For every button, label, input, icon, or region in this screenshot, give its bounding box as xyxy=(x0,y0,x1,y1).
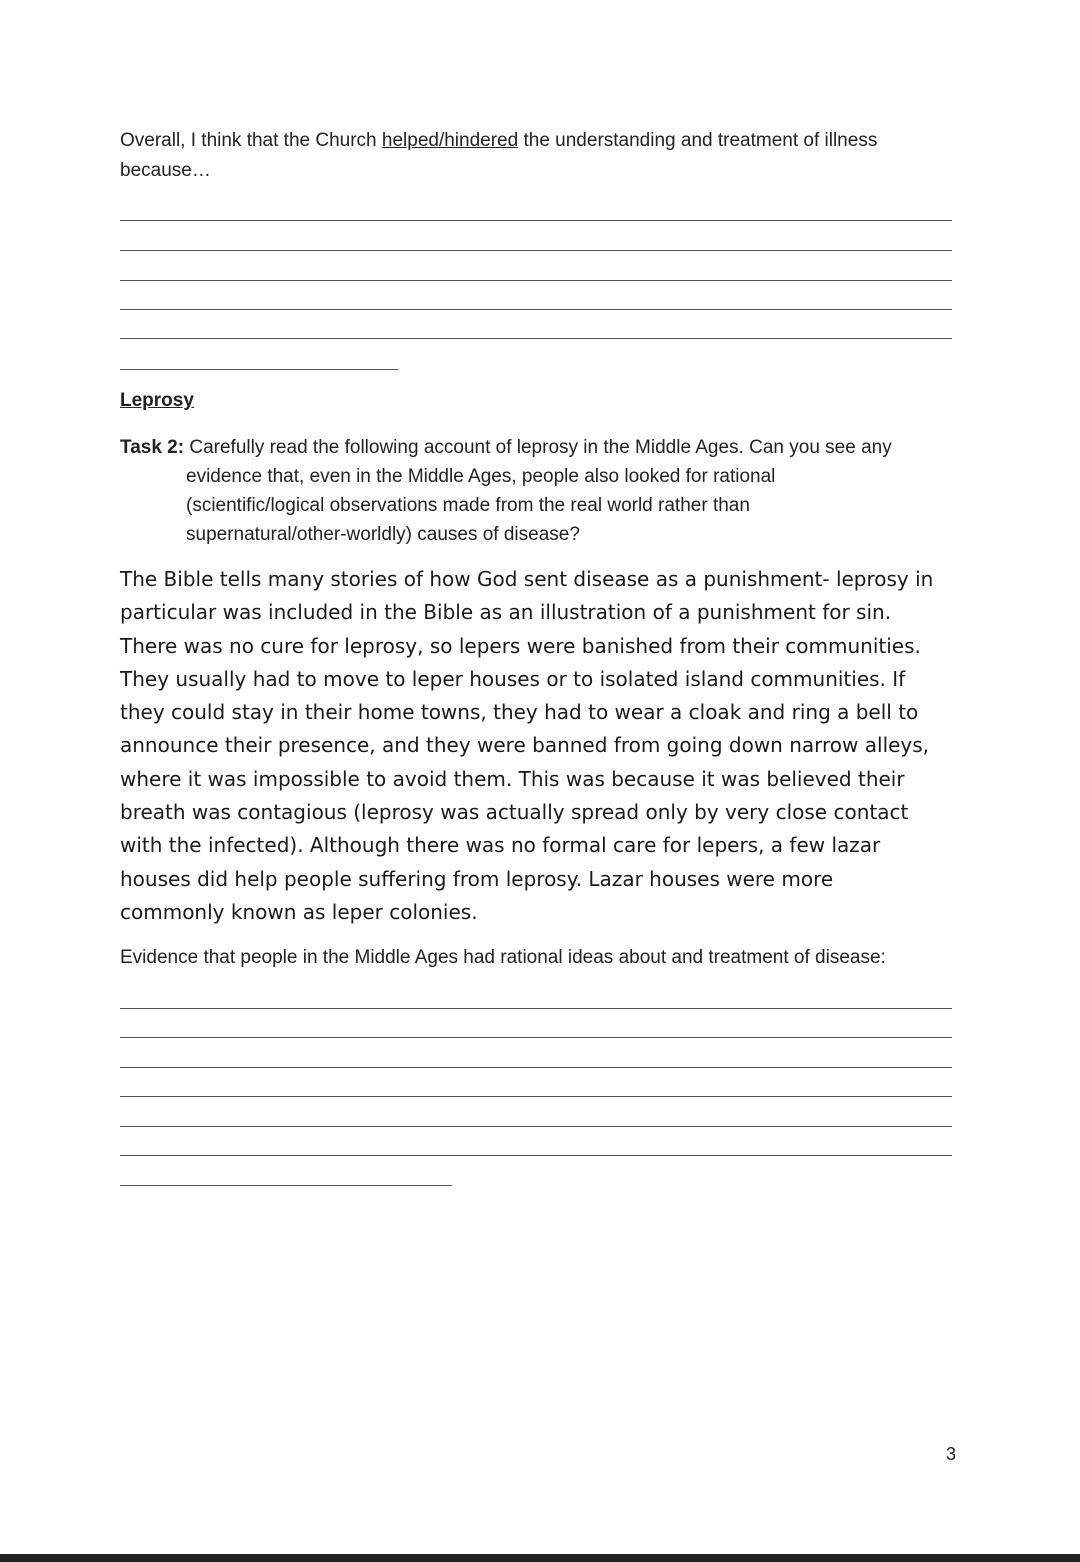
passage-line: The Bible tells many stories of how God sent disease as a punishment- leprosy in xyxy=(120,567,934,591)
passage-line: where it was impossible to avoid them. This was because it was believed their xyxy=(120,766,905,791)
passage-line: with the infected). Although there was no formal care for lepers, a few lazar xyxy=(120,833,881,858)
answer-line[interactable] xyxy=(120,280,952,281)
leprosy-heading: Leprosy xyxy=(120,390,194,411)
passage-line: There was no cure for leprosy, so lepers were banished from their communities. xyxy=(120,633,921,658)
answer-line[interactable] xyxy=(120,1008,952,1009)
task-line-4: supernatural/other-worldly) causes of disease? xyxy=(186,524,580,545)
answer-line[interactable] xyxy=(120,309,952,310)
task-label: Task 2: xyxy=(120,437,185,458)
leprosy-passage xyxy=(120,563,970,929)
passage-line: they could stay in their home towns, they had to wear a cloak and ring a bell to xyxy=(120,700,919,725)
passage-line: commonly known as leper colonies. xyxy=(120,899,478,924)
answer-line-short[interactable] xyxy=(120,369,398,370)
answer-line[interactable] xyxy=(120,250,952,251)
answer-line-short[interactable] xyxy=(120,1185,452,1186)
passage-line: houses did help people suffering from leprosy. Lazar houses were more xyxy=(120,866,834,891)
answer-line[interactable] xyxy=(120,1037,952,1038)
answer-line[interactable] xyxy=(120,1126,952,1127)
task-line-1: Task 2: Carefully read the following account of leprosy in the Middle Ages. Can you see any xyxy=(120,437,892,458)
passage-line: announce their presence, and they were banned from going down narrow alleys, xyxy=(120,733,930,758)
passage-line: breath was contagious (leprosy was actually spread only by very close contact xyxy=(120,800,909,825)
answer-line[interactable] xyxy=(120,338,952,339)
task-2-instructions xyxy=(120,433,892,549)
helped-hindered-choice: helped/hindered xyxy=(381,130,519,151)
answer-line[interactable] xyxy=(120,1096,952,1097)
page-number: 3 xyxy=(946,1444,957,1464)
answer-line[interactable] xyxy=(120,220,952,221)
intro-suffix: the understanding and treatment of illness xyxy=(518,130,878,151)
passage-line: They usually had to move to leper houses or to isolated island communities. If xyxy=(120,666,906,691)
task-line-3: (scientific/logical observations made from the real world rather than xyxy=(186,495,750,516)
intro-line-2: because… xyxy=(120,160,211,181)
intro-prefix: Overall, I think that the Church xyxy=(120,130,382,151)
answer-line[interactable] xyxy=(120,1067,952,1068)
answer-line[interactable] xyxy=(120,1155,952,1156)
intro-line-1 xyxy=(120,126,877,155)
evidence-prompt: Evidence that people in the Middle Ages had rational ideas about and treatment of disease: xyxy=(120,947,886,968)
bottom-edge-bar xyxy=(0,1554,1080,1562)
passage-line: particular was included in the Bible as an illustration of a punishment for sin. xyxy=(120,600,892,625)
task-line-2: evidence that, even in the Middle Ages, people also looked for rational xyxy=(186,466,776,487)
